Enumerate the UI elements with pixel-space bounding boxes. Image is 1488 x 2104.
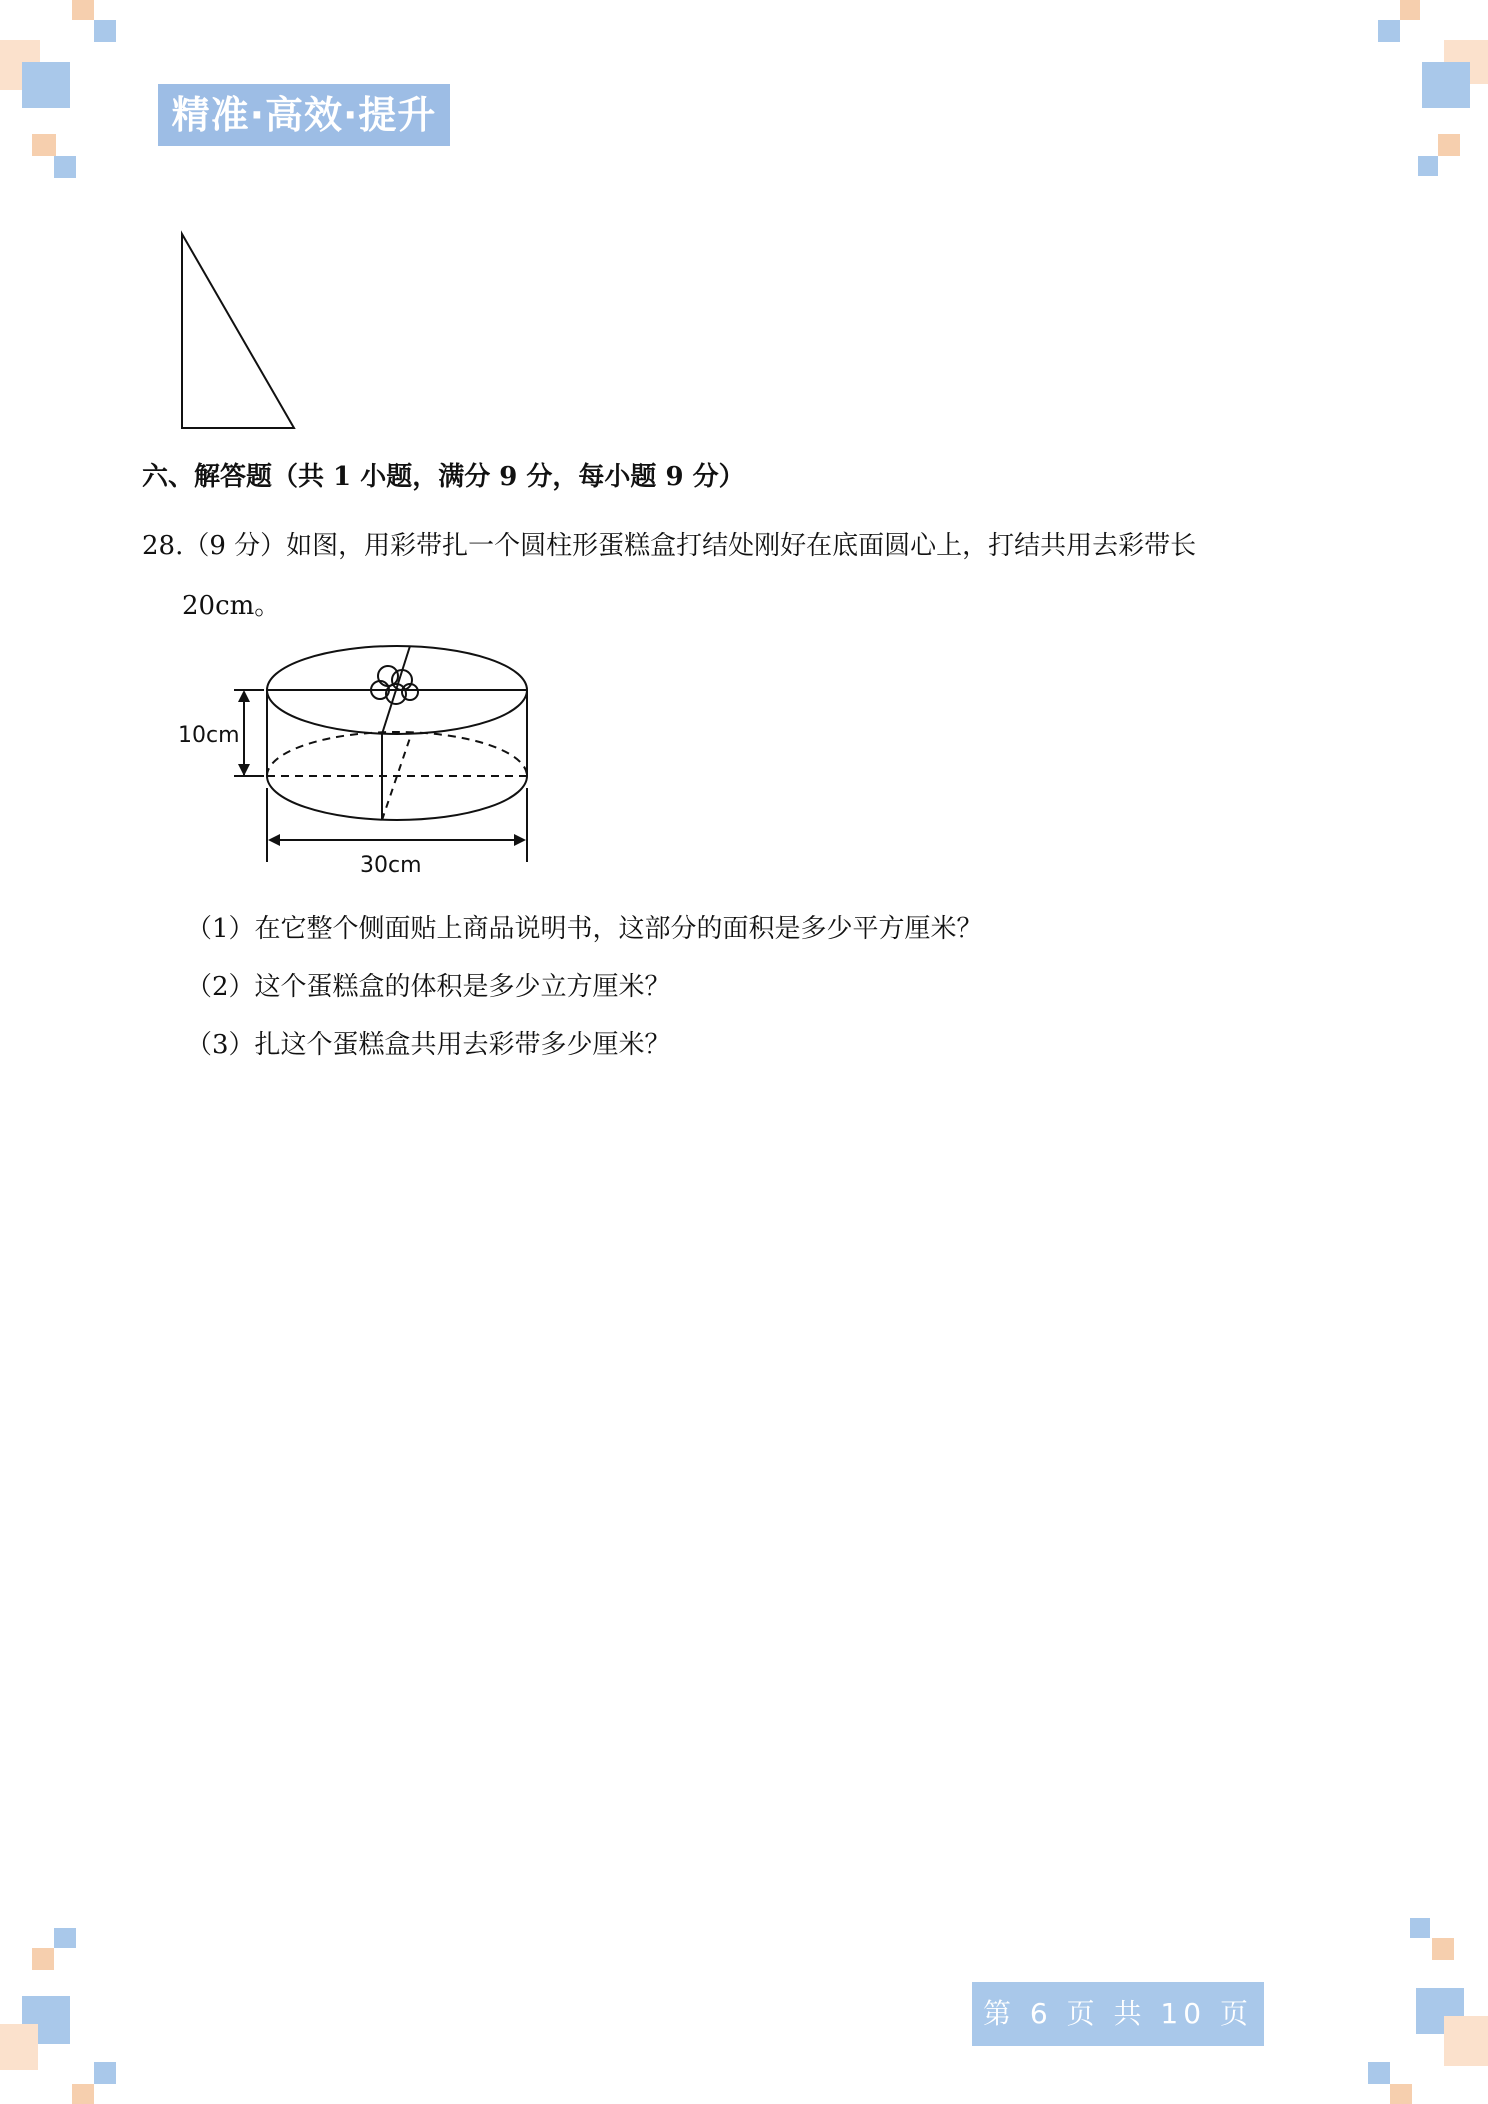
sub-question-3: （3）扎这个蛋糕盒共用去彩带多少厘米？ — [186, 1030, 671, 1060]
height-label: 10cm — [178, 723, 240, 748]
question-line-1: 28.（9 分）如图，用彩带扎一个圆柱形蛋糕盒打结处刚好在底面圆心上，打结共用去彩带长 — [142, 531, 1197, 561]
brand-label: 精准·高效·提升 — [158, 84, 450, 146]
page-number: 第 6 页 共 10 页 — [972, 1982, 1264, 2046]
question-line-2: 20cm。 — [182, 591, 281, 621]
cylinder-cake-box-figure — [172, 636, 552, 882]
sub-question-1: （1）在它整个侧面贴上商品说明书，这部分的面积是多少平方厘米？ — [186, 914, 983, 944]
sub-question-2: （2）这个蛋糕盒的体积是多少立方厘米？ — [186, 972, 671, 1002]
diameter-label: 30cm — [360, 853, 422, 878]
question-28 — [142, 516, 1362, 636]
section-heading: 六、解答题（共 1 小题，满分 9 分，每小题 9 分） — [142, 462, 745, 492]
right-triangle-figure — [170, 226, 310, 436]
